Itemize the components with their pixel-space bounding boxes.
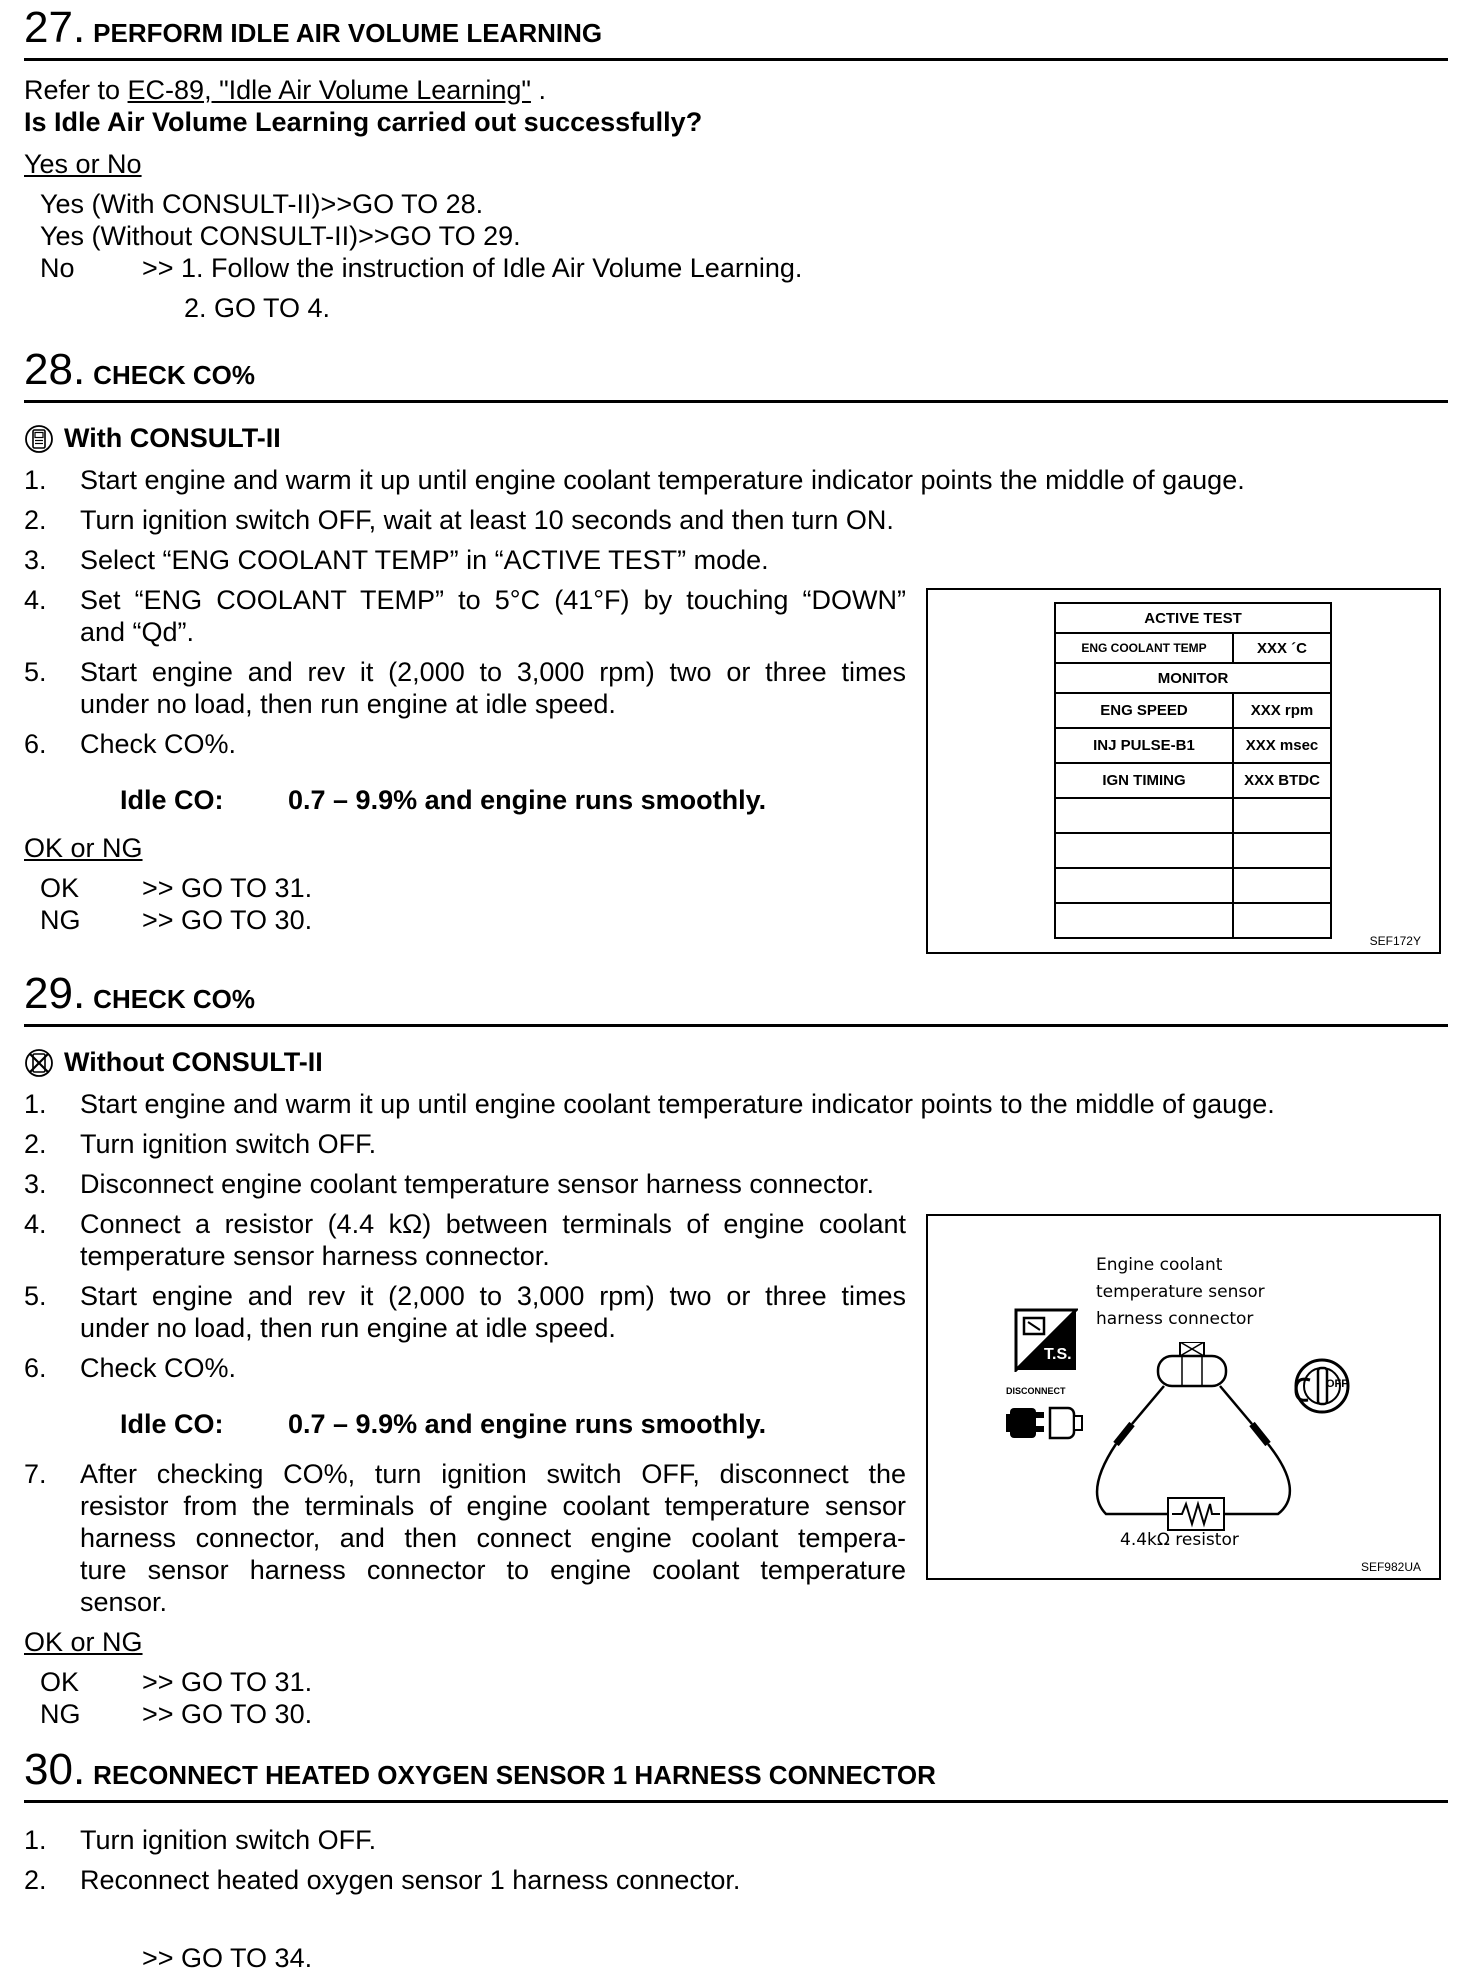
section-rule [24,1024,1448,1027]
answer-yes-without: Yes (Without CONSULT-II)>>GO TO 29. [40,221,521,251]
item-number: 4. [24,585,47,615]
active-test-table [1054,602,1332,939]
item-number: 5. [24,657,47,687]
list-item: Disconnect engine coolant temperature sensor harness connector. [80,1169,874,1199]
yes-or-no-label: Yes or No [24,149,142,179]
ng-label: NG [40,1699,81,1729]
ok-or-ng-label: OK or NG [24,1627,143,1657]
with-consult-label: With CONSULT-II [64,423,281,453]
goto-action: >> GO TO 34. [142,1943,313,1973]
empty-cell [1233,833,1331,868]
list-item-line: under no load, then run engine at idle speed. [80,689,616,719]
list-item [80,584,906,648]
list-item-line: sensor. [80,1587,168,1617]
step-title: RECONNECT HEATED OXYGEN SENSOR 1 HARNESS CONNECTOR [93,1760,936,1790]
step-title: PERFORM IDLE AIR VOLUME LEARNING [93,18,603,48]
row-label: IGN TIMING [1055,763,1233,798]
figure-code: SEF982UA [1360,1560,1421,1574]
step-27-heading [24,3,603,52]
list-item: Turn ignition switch OFF. [80,1129,377,1159]
empty-cell [1055,868,1233,903]
figure-code: SEF172Y [1369,934,1421,948]
list-item [80,656,906,720]
item-number: 1. [24,1089,47,1119]
consult-icon [24,424,54,454]
item-number: 1. [24,1825,47,1855]
resistor-figure [926,1214,1441,1580]
list-item-line: Set “ENG COOLANT TEMP” to 5°C (41°F) by touching “DOWN” [80,585,906,615]
list-item-line: Start engine and rev it (2,000 to 3,000 rpm) two or three times [80,657,906,687]
item-number: 2. [24,505,47,535]
empty-cell [1055,833,1233,868]
list-item-line: under no load, then run engine at idle speed. [80,1313,616,1343]
answer-no-action-2: 2. GO TO 4. [184,293,331,323]
step-number: 29. [24,969,86,1018]
active-test-header: ACTIVE TEST [1055,603,1331,633]
refer-line [24,74,546,106]
row-label: INJ PULSE-B1 [1055,728,1233,763]
row-value: XXX msec [1233,728,1331,763]
step-number: 27. [24,3,86,52]
list-item [80,1458,906,1618]
list-item [80,1280,906,1344]
question: Is Idle Air Volume Learning carried out successfully? [24,107,703,137]
wiring-diagram [1078,1342,1328,1542]
refer-prefix: Refer to [24,75,128,105]
step-title: CHECK CO% [93,360,255,390]
empty-cell [1233,903,1331,938]
step-30-heading [24,1745,936,1794]
section-rule [24,400,1448,403]
spec-value: 0.7 – 9.9% and engine runs smoothly. [288,1409,767,1439]
row-label: ENG COOLANT TEMP [1055,633,1233,663]
answer-no-action: >> 1. Follow the instruction of Idle Air Volume Learning. [142,253,803,283]
row-value: XXX BTDC [1233,763,1331,798]
item-number: 4. [24,1209,47,1239]
ts-label: T.S. [1044,1346,1072,1363]
ok-action: >> GO TO 31. [142,1667,313,1697]
without-consult-label: Without CONSULT-II [64,1047,323,1077]
list-item: Turn ignition switch OFF, wait at least 10 seconds and then turn ON. [80,505,894,535]
list-item: Check CO%. [80,1353,237,1383]
step-number: 28. [24,345,86,394]
empty-cell [1233,868,1331,903]
spec-value: 0.7 – 9.9% and engine runs smoothly. [288,785,767,815]
step-28-heading [24,345,255,394]
resistor-label: 4.4kΩ resistor [1120,1530,1239,1550]
step-number: 30. [24,1745,86,1794]
section-rule [24,58,1448,61]
list-item: Reconnect heated oxygen sensor 1 harness connector. [80,1865,741,1895]
answer-no-label: No [40,253,75,283]
ng-label: NG [40,905,81,935]
item-number: 5. [24,1281,47,1311]
item-number: 2. [24,1865,47,1895]
item-number: 6. [24,729,47,759]
ok-label: OK [40,873,80,903]
empty-cell [1055,903,1233,938]
no-consult-icon [24,1048,54,1078]
item-number: 3. [24,1169,47,1199]
section-rule [24,1800,1448,1803]
ok-or-ng-label: OK or NG [24,833,143,863]
refer-suffix: . [530,75,546,105]
list-item-line: temperature sensor harness connector. [80,1241,550,1271]
off-label: OFF [1326,1378,1348,1390]
row-value: XXX rpm [1233,693,1331,728]
list-item: Select “ENG COOLANT TEMP” in “ACTIVE TEST” mode. [80,545,769,575]
empty-cell [1233,798,1331,833]
spec-label: Idle CO: [120,1409,224,1439]
list-item-line: After checking CO%, turn ignition switch OFF, disconnect the [80,1459,906,1489]
list-item-line: Start engine and rev it (2,000 to 3,000 rpm) two or three times [80,1281,906,1311]
item-number: 2. [24,1129,47,1159]
tool-symbol-icon [1014,1308,1078,1372]
spec-label: Idle CO: [120,785,224,815]
monitor-header: MONITOR [1055,663,1331,693]
step-29-heading [24,969,255,1018]
disconnect-connector-icon [1006,1398,1086,1448]
list-item-line: resistor from the terminals of engine coolant temperature sensor [80,1491,906,1521]
step-title: CHECK CO% [93,984,255,1014]
caption-line: temperature sensor [1096,1282,1265,1302]
ng-action: >> GO TO 30. [142,1699,313,1729]
list-item-line: and “Qd”. [80,617,195,647]
item-number: 1. [24,465,47,495]
list-item: Start engine and warm it up until engine coolant temperature indicator points the middle of gauge. [80,465,1245,495]
row-label: ENG SPEED [1055,693,1233,728]
empty-cell [1055,798,1233,833]
list-item: Turn ignition switch OFF. [80,1825,377,1855]
list-item: Check CO%. [80,729,237,759]
list-item [80,1208,906,1272]
disconnect-label: DISCONNECT [1006,1386,1066,1396]
caption-line: harness connector [1096,1309,1254,1329]
ok-action: >> GO TO 31. [142,873,313,903]
list-item-line: ture sensor harness connector to engine coolant temperature [80,1555,906,1585]
active-test-figure [926,588,1441,954]
list-item: Start engine and warm it up until engine coolant temperature indicator points to the middle of gauge. [80,1089,1275,1119]
ng-action: >> GO TO 30. [142,905,313,935]
list-item-line: Connect a resistor (4.4 kΩ) between terminals of engine coolant [80,1209,906,1239]
item-number: 6. [24,1353,47,1383]
item-number: 7. [24,1459,47,1489]
list-item-line: harness connector, and then connect engine coolant tempera- [80,1523,906,1553]
caption-line: Engine coolant [1096,1255,1223,1275]
answer-yes-with: Yes (With CONSULT-II)>>GO TO 28. [40,189,484,219]
row-value: XXX ´C [1233,633,1331,663]
item-number: 3. [24,545,47,575]
refer-link[interactable]: EC-89, "Idle Air Volume Learning" [127,75,531,105]
connector-caption [1096,1252,1265,1333]
ok-label: OK [40,1667,80,1697]
